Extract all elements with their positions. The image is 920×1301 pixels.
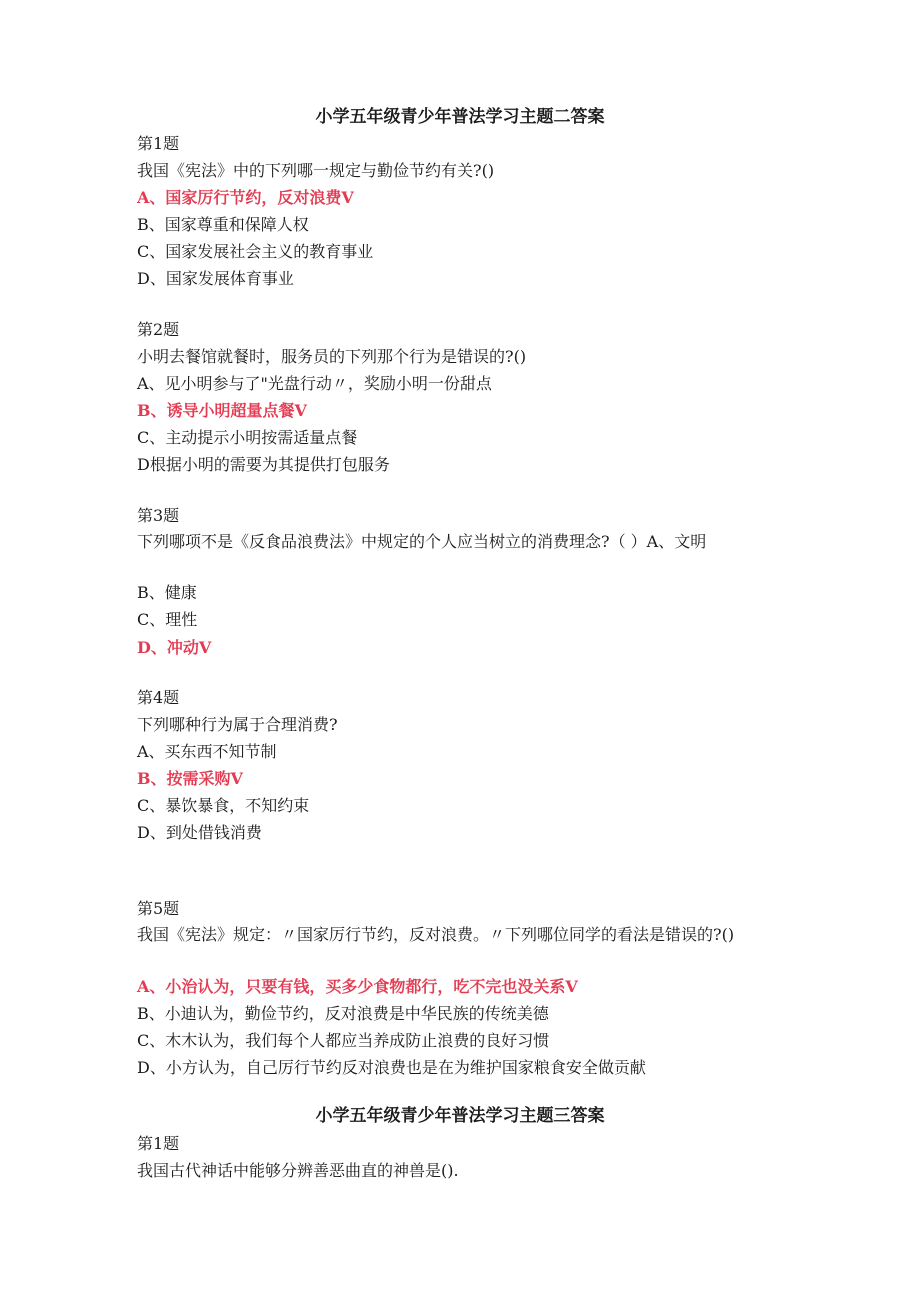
section-title: 小学五年级青少年普法学习主题三答案 [315, 1106, 605, 1126]
answer-option: D、小方认为，自己厉行节约反对浪费也是在为维护国家粮食安全做贡献 [137, 1058, 646, 1077]
answer-option: D根据小明的需要为其提供打包服务 [137, 455, 390, 474]
answer-option: C、暴饮暴食，不知约束 [137, 796, 310, 815]
question-text: 我国《宪法》规定：〃国家厉行节约，反对浪费。〃下列哪位同学的看法是错误的?() [137, 925, 735, 944]
answer-option: D、国家发展体育事业 [137, 269, 294, 288]
answer-option: C、主动提示小明按需适量点餐 [137, 428, 358, 447]
question-number: 第1题 [137, 134, 180, 153]
answer-option: B、健康 [137, 583, 197, 602]
question-number: 第4题 [137, 688, 180, 707]
answer-option: C、理性 [137, 610, 198, 629]
answer-option-correct: B、按需采购V [137, 769, 243, 788]
question-text: 我国古代神话中能够分辨善恶曲直的神兽是(). [137, 1161, 459, 1180]
question-text: 小明去餐馆就餐时，服务员的下列那个行为是错误的?() [137, 347, 527, 366]
question-text: 我国《宪法》中的下列哪一规定与勤俭节约有关?() [137, 161, 495, 180]
answer-option-correct: A、小治认为，只要有钱，买多少食物都行，吃不完也没关系V [137, 977, 578, 996]
question-text: 下列哪项不是《反食品浪费法》中规定的个人应当树立的消费理念?（ ）A、文明 [137, 532, 707, 551]
answer-option: D、到处借钱消费 [137, 823, 262, 842]
answer-option-correct: D、冲动V [137, 638, 212, 657]
answer-option: B、小迪认为，勤俭节约，反对浪费是中华民族的传统美德 [137, 1004, 549, 1023]
question-number: 第3题 [137, 506, 180, 525]
answer-option: A、见小明参与了"光盘行动〃，奖励小明一份甜点 [137, 374, 492, 393]
answer-option: B、国家尊重和保障人权 [137, 215, 309, 234]
question-number: 第5题 [137, 899, 180, 918]
question-number: 第1题 [137, 1134, 180, 1153]
answer-option: A、买东西不知节制 [137, 742, 277, 761]
answer-option-correct: A、国家厉行节约，反对浪费V [137, 188, 354, 207]
answer-option-correct: B、诱导小明超量点餐V [137, 401, 307, 420]
question-number: 第2题 [137, 320, 180, 339]
answer-option: C、木木认为，我们每个人都应当养成防止浪费的良好习惯 [137, 1031, 550, 1050]
answer-option: C、国家发展社会主义的教育事业 [137, 242, 374, 261]
question-text: 下列哪种行为属于合理消费? [137, 715, 338, 734]
section-title: 小学五年级青少年普法学习主题二答案 [315, 107, 605, 127]
